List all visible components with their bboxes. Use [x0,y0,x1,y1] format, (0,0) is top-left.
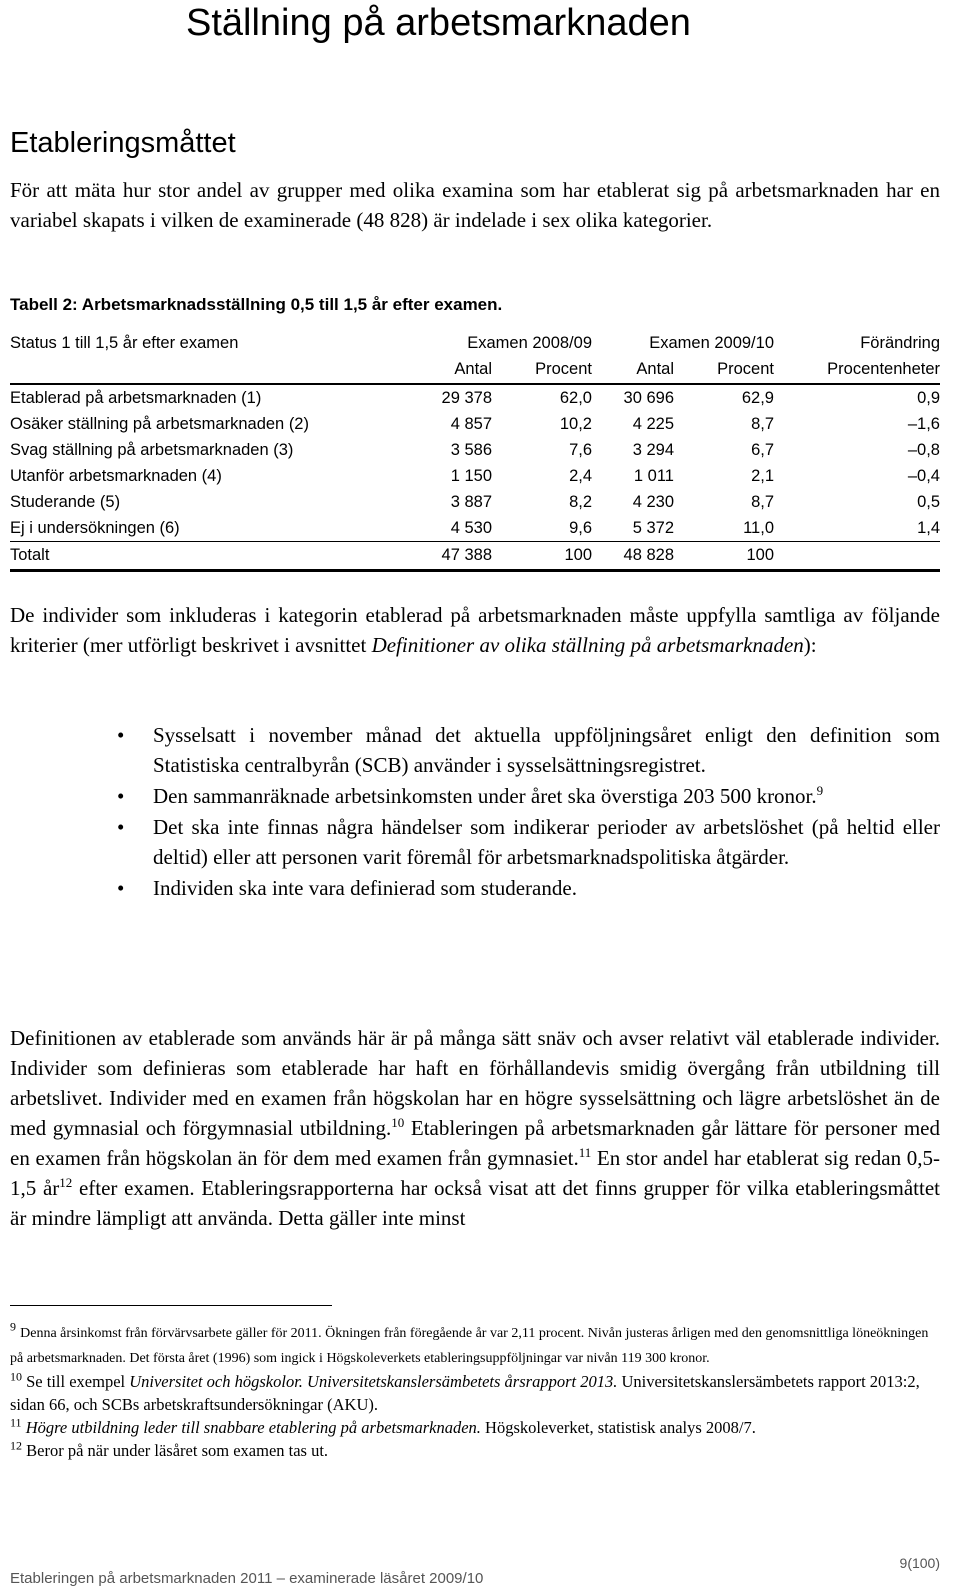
section-reference: Definitioner av olika ställning på arbetsmarknaden [371,633,804,657]
criteria-intro-paragraph: De individer som inkluderas i kategorin etablerad på arbetsmarknaden måste uppfylla samtliga av följande kriterier (mer utförligt beskrivet i avsnittet Definitioner av olika ställning på arbetsmarknaden): [10,603,940,657]
table-row: Osäker ställning på arbetsmarknaden (2) 4 857 10,2 4 225 8,7 –1,6 [10,414,940,433]
page-number: 9(100) [899,1555,940,1571]
footnote-9: $^9$ Denna årsinkomst från förvärvsarbete gäller för 2011. Ökningen från föregående år var 2,11 procent. Nivån justeras årligen med den genomsnittliga löneökningen på arbetsmarknaden. Det första året (1996) som ingick i Högskoleverkets etableringsuppföljningar var nivån 119 300 kronor. [10,1319,929,1366]
header-exam-2009: Examen 2009/10 [649,333,774,352]
footnote-ref: 12 [59,1175,73,1190]
footnotes [10,1320,940,1462]
status-table [10,330,940,572]
bullet-icon: • [117,876,125,900]
header-exam-2008: Examen 2008/09 [467,333,592,352]
header-antal: Antal [592,356,674,384]
running-footer: Etableringen på arbetsmarknaden 2011 – examinerade läsåret 2009/10 [10,1570,484,1587]
footnote-10: $^{10}$ Se till exempel Universitet och högskolor. Universitetskanslersämbetets årsrapport 2013. Universitetskanslersämbetets rapport 2013:2, sidan 66, och SCBs arbetskraftsundersökningar (AKU). [10,1369,920,1414]
header-status: Status 1 till 1,5 år efter examen [10,333,239,352]
list-item: • Det ska inte finnas några händelser som indikerar perioder av arbetslöshet (på heltid eller deltid) eller att personen varit föremål för arbetsmarknadspolitiska åtgärder. [10,812,940,872]
list-item: • Den sammanräknade arbetsinkomsten under året ska överstiga 203 500 kronor.$^9$ [10,781,940,811]
header-procent: Procent [492,356,592,384]
header-change: Förändring [860,333,940,352]
criteria-list [10,720,940,904]
list-item: • Sysselsatt i november månad det aktuella uppföljningsåret enligt den definition som Statistiska centralbyrån (SCB) använder i sysselsättningsregistret. [10,720,940,780]
footnote-ref: 11 [578,1145,592,1160]
table-row: Ej i undersökningen (6) 4 530 9,6 5 372 11,0 1,4 [10,518,940,537]
intro-paragraph: För att mäta hur stor andel av grupper med olika examina som har etablerat sig på arbetsmarknaden har en variabel skapats i vilken de examinerade (48 828) är indelade i sex olika kategorier. [10,178,940,232]
bullet-icon: • [117,723,125,747]
table-row: Svag ställning på arbetsmarknaden (3) 3 586 7,6 3 294 6,7 –0,8 [10,440,940,459]
table-total-row: Totalt 47 388 100 48 828 100 [10,542,940,571]
footnote-divider [10,1305,332,1306]
table-caption: Tabell 2: Arbetsmarknadsställning 0,5 till 1,5 år efter examen. [10,295,503,314]
footnote-12: $^{12}$ Beror på när under läsåret som examen tas ut. [10,1438,329,1460]
footnote-ref: 10 [391,1115,405,1130]
list-item: • Individen ska inte vara definierad som studerande. [10,873,940,903]
definition-paragraph: Definitionen av etablerade som används här är på många sätt snäv och avser relativt väl etablerade individer. Individer som definieras som etablerade har haft en förhållandevis smidig övergång från utbildning till arbetslivet. Individer med en examen från högskolan har en högre sysselsättning och lägre arbetslöshet än de med gymnasial och förgymnasial utbildning.$^{10}$ Etableringen på arbetsmarknaden går lättare för personer med en examen från högskolan än för dem med examen från gymnasiet.$^{11}$ En stor andel har etablerat sig redan 0,5-1,5 $år^{12}$ efter examen. Etableringsrapporterna har också visat att det finns grupper för vilka etableringsmåttet är mindre lämpligt att använda. Detta gäller inte minst [10,1026,940,1230]
header-antal: Antal [410,356,492,384]
footnote-ref: 9 [816,783,824,798]
bullet-icon: • [117,784,125,808]
table-row: Utanför arbetsmarknaden (4) 1 150 2,4 1 011 2,1 –0,4 [10,466,940,485]
page-title: Ställning på arbetsmarknaden [186,2,691,44]
table-row: Etablerad på arbetsmarknaden (1) 29 378 62,0 30 696 62,9 0,9 [10,388,940,407]
header-procent: Procent [674,356,774,384]
table-row: Studerande (5) 3 887 8,2 4 230 8,7 0,5 [10,492,940,511]
footnote-11: $^{11}$ Högre utbildning leder till snabbare etablering på arbetsmarknaden. Högskoleverket, statistisk analys 2008/7. [10,1415,756,1437]
header-procentenheter: Procentenheter [774,356,940,384]
bullet-icon: • [117,815,125,839]
section-title: Etableringsmåttet [10,127,236,159]
